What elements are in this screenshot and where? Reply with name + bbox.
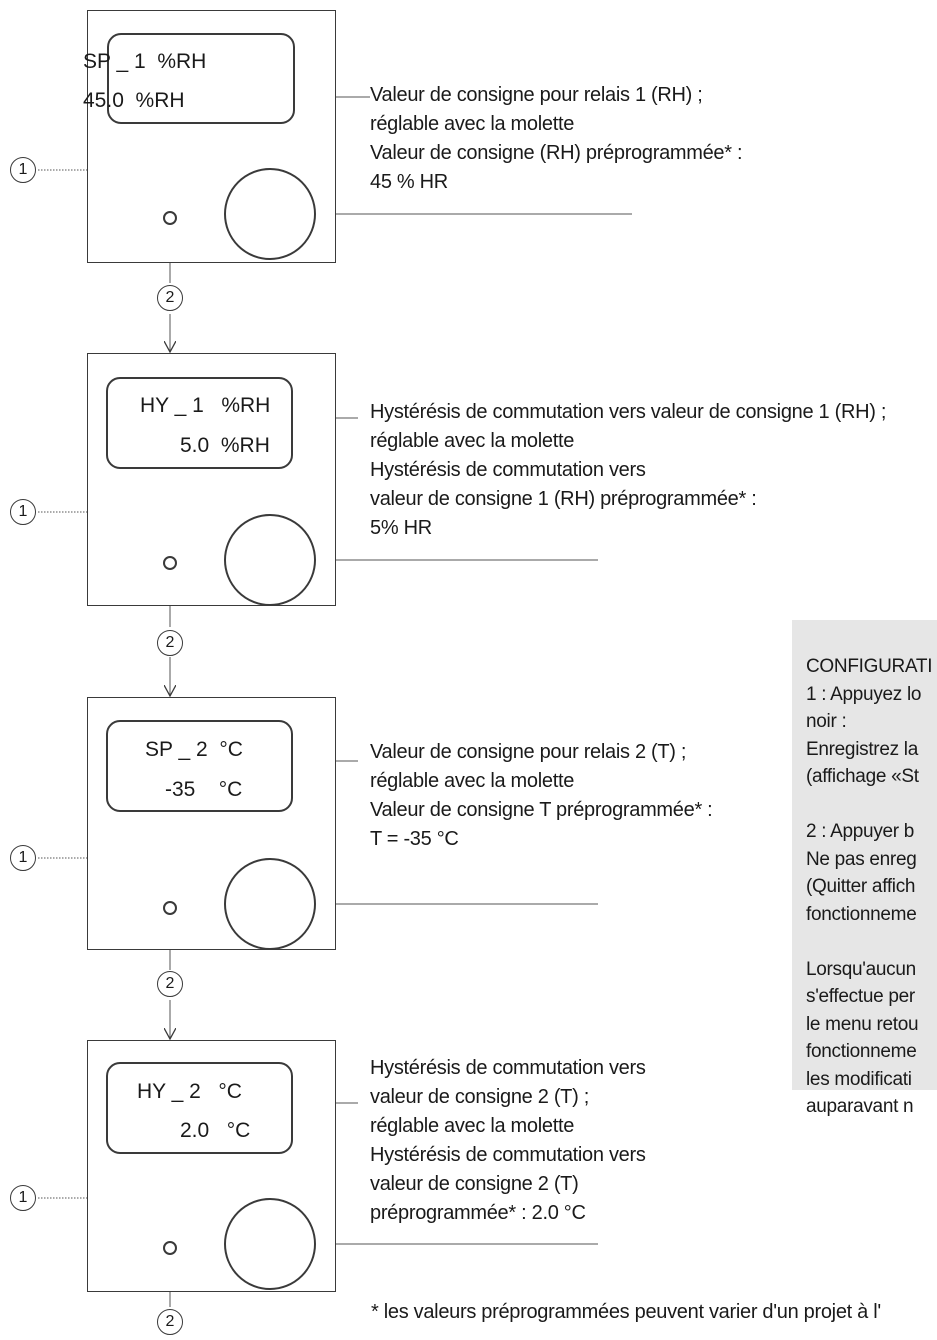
knob-3[interactable]: [224, 858, 316, 950]
marker-2: 2: [157, 630, 183, 656]
marker-1: 1: [10, 157, 36, 183]
description-4: [370, 1054, 646, 1228]
info-line: Enregistrez la: [806, 738, 918, 760]
info-line: [806, 791, 932, 819]
info-line: 2 : Appuyer b: [806, 821, 915, 842]
description-line: valeur de consigne 2 (T) ;: [370, 1086, 589, 1108]
lcd-line-1: HY _ 1 %RH: [140, 394, 271, 417]
description-line: valeur de consigne 2 (T): [370, 1173, 579, 1195]
lcd-line-2: 2.0 °C: [180, 1119, 251, 1142]
description-line: Hystérésis de commutation vers: [370, 459, 646, 481]
description-line: préprogrammée* : 2.0 °C: [370, 1202, 586, 1224]
marker-2: 2: [157, 285, 183, 311]
description-line: réglable avec la molette: [370, 113, 575, 135]
info-line: noir :: [806, 711, 847, 732]
description-line: Valeur de consigne (RH) préprogrammée* :: [370, 142, 743, 164]
led-indicator-1: [163, 211, 177, 225]
description-line: T = -35 °C: [370, 828, 459, 850]
knob-1[interactable]: [224, 168, 316, 260]
info-line: fonctionneme: [806, 1041, 917, 1062]
configuration-info-box: [792, 620, 937, 1117]
description-line: Hystérésis de commutation vers: [370, 1144, 646, 1166]
led-indicator-4: [163, 1241, 177, 1255]
marker-1: 1: [10, 1185, 36, 1211]
description-line: réglable avec la molette: [370, 1115, 575, 1137]
marker-1: 1: [10, 499, 36, 525]
description-line: réglable avec la molette: [370, 430, 575, 452]
description-line: valeur de consigne 1 (RH) préprogrammée* :: [370, 488, 757, 510]
description-line: Valeur de consigne pour relais 2 (T) ;: [370, 741, 687, 763]
info-line: auparavant n: [806, 1096, 914, 1117]
marker-2: 2: [157, 971, 183, 997]
marker-2: 2: [157, 1309, 183, 1335]
lcd-line-2: 45.0 %RH: [83, 89, 185, 112]
description-line: réglable avec la molette: [370, 770, 575, 792]
description-line: 45 % HR: [370, 171, 448, 193]
info-line: 1 : Appuyez lo: [806, 683, 922, 705]
description-1: [370, 81, 742, 197]
description-line: Valeur de consigne T préprogrammée* :: [370, 799, 713, 821]
description-line: Hystérésis de commutation vers: [370, 1057, 646, 1079]
lcd-line-2: 5.0 %RH: [180, 434, 270, 457]
description-line: 5% HR: [370, 517, 432, 539]
description-line: Valeur de consigne pour relais 1 (RH) ;: [370, 84, 703, 106]
led-indicator-2: [163, 556, 177, 570]
description-3: [370, 738, 712, 854]
lcd-line-1: HY _ 2 °C: [137, 1080, 242, 1103]
lcd-line-1: SP _ 2 °C: [145, 738, 243, 761]
lcd-line-1: SP _ 1 %RH: [83, 50, 207, 73]
info-line: le menu retou: [806, 1013, 919, 1035]
led-indicator-3: [163, 901, 177, 915]
knob-2[interactable]: [224, 514, 316, 606]
info-line: [806, 928, 932, 956]
marker-1: 1: [10, 845, 36, 871]
lcd-line-2: -35 °C: [165, 778, 243, 801]
description-2: [370, 398, 886, 543]
info-box-text: [806, 653, 932, 1121]
info-line: Lorsqu'aucun: [806, 958, 916, 980]
info-line: (Quitter affich: [806, 876, 916, 897]
knob-4[interactable]: [224, 1198, 316, 1290]
description-line: Hystérésis de commutation vers valeur de consigne 1 (RH) ;: [370, 401, 887, 423]
info-line: Ne pas enreg: [806, 848, 917, 870]
info-line: CONFIGURATI: [806, 656, 933, 677]
info-line: s'effectue per: [806, 986, 915, 1007]
info-line: les modificati: [806, 1068, 912, 1090]
footnote: * les valeurs préprogrammées peuvent varier d'un projet à l': [371, 1301, 881, 1323]
info-line: fonctionneme: [806, 903, 917, 925]
info-line: (affichage «St: [806, 766, 919, 787]
